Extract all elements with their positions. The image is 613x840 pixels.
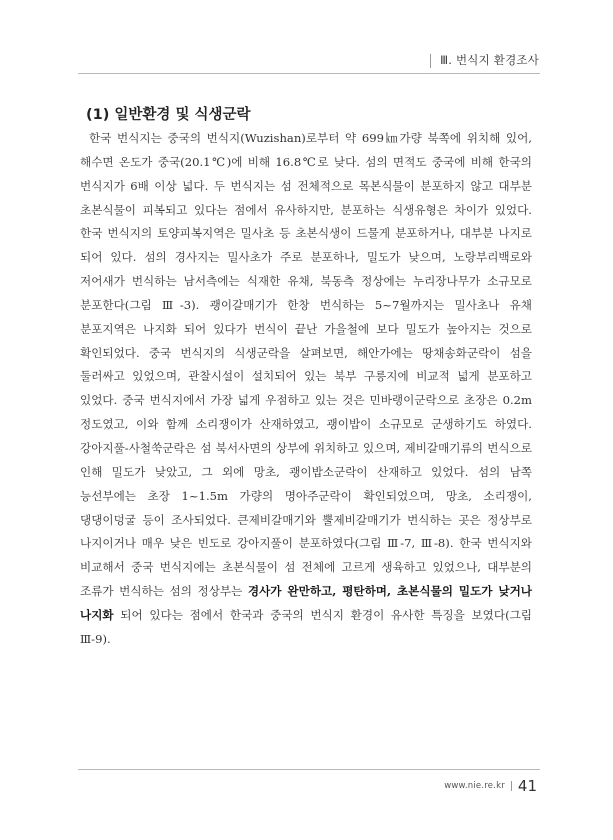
section-heading: (1) 일반환경 및 식생군락 [86,107,251,123]
page-footer [444,777,537,795]
chapter-header: Ⅲ. 번식지 환경조사 [440,53,539,67]
page-number: 41 [517,777,537,795]
paragraph-text-end: 되어 있다는 점에서 한국과 중국의 번식지 환경이 유사한 특징을 보였다(그림 Ⅲ-9). [80,607,532,646]
body-paragraph [80,127,532,652]
footer-separator [511,781,512,791]
header-divider-mark [430,54,431,68]
footer-url: www.nie.re.kr [444,781,505,791]
header-rule [78,73,540,74]
footer-rule [78,769,540,770]
paragraph-bold-emphasis: 경사가 완만하고, 평탄하며, 초본식물의 밀도가 낮거나 나지화 [80,584,532,622]
paragraph-text-start: 한국 번식지는 중국의 번식지(Wuzishan)로부터 약 699㎞가량 북쪽에 위치해 있어, 해수면 온도가 중국(20.1℃)에 비해 16.8℃로 낮다. 섬의 면적도 중국에 비해 한국의 번식지가 6배 이상 넓다. 두 번식지는 섬 전체적으로 목본식물이 분포하지 않고 대부분 초본식물이 피복되고 있다는 점에서 유사하지만, 분포하는 식생유형은 차이가 있었다. 한국 번식지의 토양피복지역은 밀사초 등 초본식생이 드물게 분포하거나, 대부분 나지로 되어 있다. 섬의 경사지는 밀사초가 주로 분포하나, 밀도가 낮으며, 노랑부리백로와 저어새가 번식하는 남서측에는 식재한 유채, 북동측 정상에는 누리장나무가 소규모로 분포한다(그림 Ⅲ-3). 괭이갈매기가 한창 번식하는 5~7월까지는 밀사초나 유채 분포지역은 나지화 되어 있다가 번식이 끝난 가을철에 보다 밀도가 높아지는 것으로 확인되었다. 중국 번식지의 식생군락을 살펴보면, 해안가에는 땅채송화군락이 섬을 둘러싸고 있었으며, 관찰시설이 설치되어 있는 북부 구릉지에 비교적 넓게 분포하고 있었다. 중국 번식지에서 가장 넓게 우점하고 있는 것은 민바랭이군락으로 초장은 0.2m 정도였고, 이와 함께 소리쟁이가 산재하였고, 괭이밥이 소규모로 군생하기도 하였다. 강아지풀-사철쑥군락은 섬 북서사면의 상부에 위치하고 있으며, 제비갈매기류의 번식으로 인해 밀도가 낮았고, 그 외에 망초, 괭이밥소군락이 산재하고 있었다. 섬의 남쪽 능선부에는 초장 1~1.5m 가량의 명아주군락이 확인되었으며, 망초, 소리쟁이, 댕댕이덩굴 등이 조사되었다. 큰제비갈매기와 뿔제비갈매기가 번식하는 곳은 정상부로 나지이거나 매우 낮은 빈도로 강아지풀이 분포하였다(그림 Ⅲ-7, Ⅲ-8). 한국 번식지와 비교해서 중국 번식지에는 초본식물이 섬 전체에 고르게 생육하고 있었으나, 대부분의 조류가 번식하는 섬의 정상부는 [80,131,532,599]
